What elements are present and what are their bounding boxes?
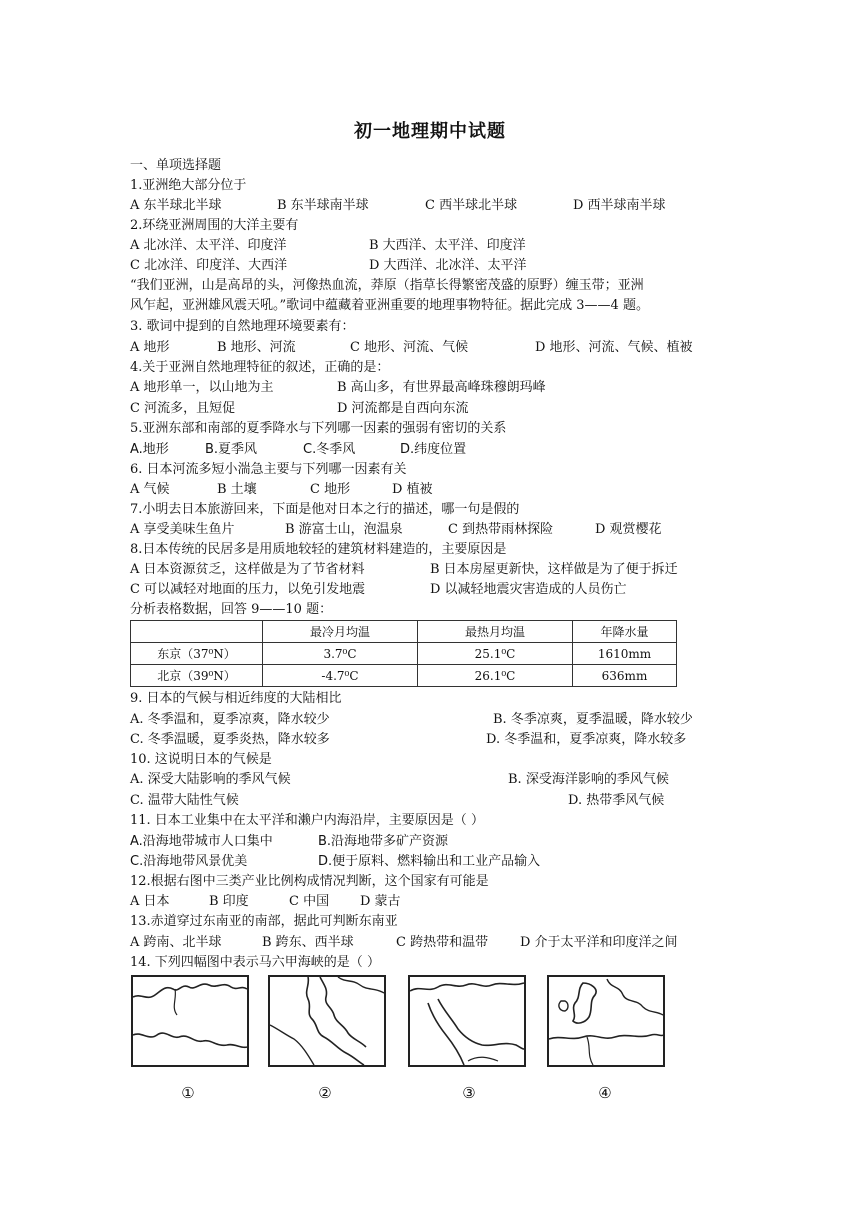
question-13-stem: 13.赤道穿过东南亚的南部，据此可判断东南亚 <box>130 914 398 929</box>
q10-option-b: B. 深受海洋影响的季风气候 <box>508 772 669 787</box>
map-label-4: ④ <box>598 1084 612 1102</box>
question-4-stem: 4.关于亚洲自然地理特征的叙述，正确的是： <box>130 360 390 375</box>
table-cell: 25.1⁰C <box>418 643 573 665</box>
q7-option-d: D 观赏樱花 <box>595 522 662 537</box>
q8-option-a: A 日本资源贫乏，这样做是为了节省材料 <box>130 562 365 577</box>
q3-option-a: A 地形 <box>130 340 170 355</box>
q8-option-d: D 以减轻地震灾害造成的人员伤亡 <box>430 582 627 597</box>
table-cell: 东京（37⁰N） <box>131 643 263 665</box>
question-12-stem: 12.根据右图中三类产业比例构成情况判断，这个国家有可能是 <box>130 874 489 889</box>
map-4-coastline <box>547 975 665 1067</box>
table-cell: 3.7⁰C <box>263 643 418 665</box>
table-row <box>131 643 677 665</box>
section-heading: 一、单项选择题 <box>130 158 222 173</box>
q10-option-a: A. 深受大陆影响的季风气候 <box>130 772 291 787</box>
question-11-stem: 11. 日本工业集中在太平洋和濑户内海沿岸，主要原因是（ ） <box>130 813 484 828</box>
q10-option-d: D. 热带季风气候 <box>568 793 665 808</box>
question-9-stem: 9. 日本的气候与相近纬度的大陆相比 <box>130 691 342 706</box>
q13-option-d: D 介于太平洋和印度洋之间 <box>520 935 678 950</box>
q13-option-b: B 跨东、西半球 <box>262 935 354 950</box>
table-cell: 636mm <box>573 665 677 687</box>
map-label-2: ② <box>318 1084 332 1102</box>
q2-option-c: C 北冰洋、印度洋、大西洋 <box>130 258 288 273</box>
q1-option-c: C 西半球北半球 <box>425 198 518 213</box>
map-2-coastline <box>268 975 386 1067</box>
q9-option-d: D. 冬季温和，夏季凉爽，降水较多 <box>486 732 687 747</box>
lyric-line-1: “我们亚洲，山是高昂的头，河像热血流，莽原（指草长得繁密茂盛的原野）缠玉带；亚洲 <box>130 278 644 293</box>
q1-option-d: D 西半球南半球 <box>573 198 666 213</box>
q4-option-a: A 地形单一，以山地为主 <box>130 380 274 395</box>
table-row <box>131 665 677 687</box>
q12-option-b: B 印度 <box>209 894 249 909</box>
table-header-cell: 最热月均温 <box>418 621 573 643</box>
q6-option-a: A 气候 <box>130 482 170 497</box>
q13-option-a: A 跨南、北半球 <box>130 935 222 950</box>
question-3-stem: 3. 歌词中提到的自然地理环境要素有： <box>130 319 355 334</box>
q8-option-b: B 日本房屋更新快，这样做是为了便于拆迁 <box>430 562 678 577</box>
table-cell: 1610mm <box>573 643 677 665</box>
climate-table <box>130 620 677 687</box>
q8-option-c: C 可以减轻对地面的压力，以免引发地震 <box>130 582 366 597</box>
q4-option-b: B 高山多，有世界最高峰珠穆朗玛峰 <box>337 380 546 395</box>
map-3-coastline <box>408 975 526 1067</box>
q7-option-b: B 游富士山，泡温泉 <box>285 522 403 537</box>
map-1-coastline <box>131 975 249 1067</box>
question-8-stem: 8.日本传统的民居多是用质地较轻的建筑材料建造的，主要原因是 <box>130 542 507 557</box>
q3-option-c: C 地形、河流、气候 <box>350 340 469 355</box>
page-title: 初一地理期中试题 <box>354 121 506 142</box>
q4-option-c: C 河流多，且短促 <box>130 401 236 416</box>
q2-option-d: D 大西洋、北冰洋、太平洋 <box>369 258 527 273</box>
q5-option-d: D.纬度位置 <box>400 442 467 457</box>
question-7-stem: 7.小明去日本旅游回来，下面是他对日本之行的描述，哪一句是假的 <box>130 502 520 517</box>
question-10-stem: 10. 这说明日本的气候是 <box>130 752 272 767</box>
map-label-3: ③ <box>462 1084 476 1102</box>
map-label-1: ① <box>181 1084 195 1102</box>
q11-option-d: D.便于原料、燃料输出和工业产品输入 <box>318 854 541 869</box>
question-6-stem: 6. 日本河流多短小湍急主要与下列哪一因素有关 <box>130 462 407 477</box>
q5-option-c: C.冬季风 <box>303 442 356 457</box>
q2-option-b: B 大西洋、太平洋、印度洋 <box>369 238 526 253</box>
table-header-cell: 最冷月均温 <box>263 621 418 643</box>
q12-option-c: C 中国 <box>289 894 330 909</box>
question-5-stem: 5.亚洲东部和南部的夏季降水与下列哪一因素的强弱有密切的关系 <box>130 421 507 436</box>
q6-option-c: C 地形 <box>310 482 351 497</box>
q7-option-c: C 到热带雨林探险 <box>448 522 554 537</box>
q12-option-d: D 蒙古 <box>360 894 401 909</box>
q5-option-b: B.夏季风 <box>205 442 258 457</box>
q11-option-b: B.沿海地带多矿产资源 <box>318 834 449 849</box>
q9-option-b: B. 冬季凉爽，夏季温暖，降水较少 <box>493 712 693 727</box>
q13-option-c: C 跨热带和温带 <box>396 935 489 950</box>
question-1-stem: 1.亚洲绝大部分位于 <box>130 178 247 193</box>
lyric-line-2: 风乍起，亚洲雄风震天吼。”歌词中蕴藏着亚洲重要的地理事物特征。据此完成 3——4 题。 <box>130 298 649 313</box>
q9-option-c: C. 冬季温暖，夏季炎热，降水较多 <box>130 732 330 747</box>
q10-option-c: C. 温带大陆性气候 <box>130 793 239 808</box>
table-cell: 26.1⁰C <box>418 665 573 687</box>
table-cell: -4.7⁰C <box>263 665 418 687</box>
q6-option-b: B 土壤 <box>217 482 257 497</box>
table-intro: 分析表格数据，回答 9——10 题： <box>130 602 333 617</box>
q11-option-c: C.沿海地带风景优美 <box>130 854 248 869</box>
q3-option-b: B 地形、河流 <box>217 340 296 355</box>
q1-option-b: B 东半球南半球 <box>277 198 369 213</box>
q12-option-a: A 日本 <box>130 894 170 909</box>
q9-option-a: A. 冬季温和，夏季凉爽，降水较少 <box>130 712 330 727</box>
q4-option-d: D 河流都是自西向东流 <box>337 401 469 416</box>
table-cell: 北京（39⁰N） <box>131 665 263 687</box>
q1-option-a: A 东半球北半球 <box>130 198 222 213</box>
question-14-stem: 14. 下列四幅图中表示马六甲海峡的是（ ） <box>130 955 380 970</box>
q11-option-a: A.沿海地带城市人口集中 <box>130 834 273 849</box>
q7-option-a: A 享受美味生鱼片 <box>130 522 235 537</box>
table-header-row <box>131 621 677 643</box>
q2-option-a: A 北冰洋、太平洋、印度洋 <box>130 238 287 253</box>
q6-option-d: D 植被 <box>392 482 433 497</box>
table-header-cell: 年降水量 <box>573 621 677 643</box>
table-header-cell <box>131 621 263 643</box>
q5-option-a: A.地形 <box>130 442 169 457</box>
question-2-stem: 2.环绕亚洲周围的大洋主要有 <box>130 218 299 233</box>
q3-option-d: D 地形、河流、气候、植被 <box>535 340 693 355</box>
